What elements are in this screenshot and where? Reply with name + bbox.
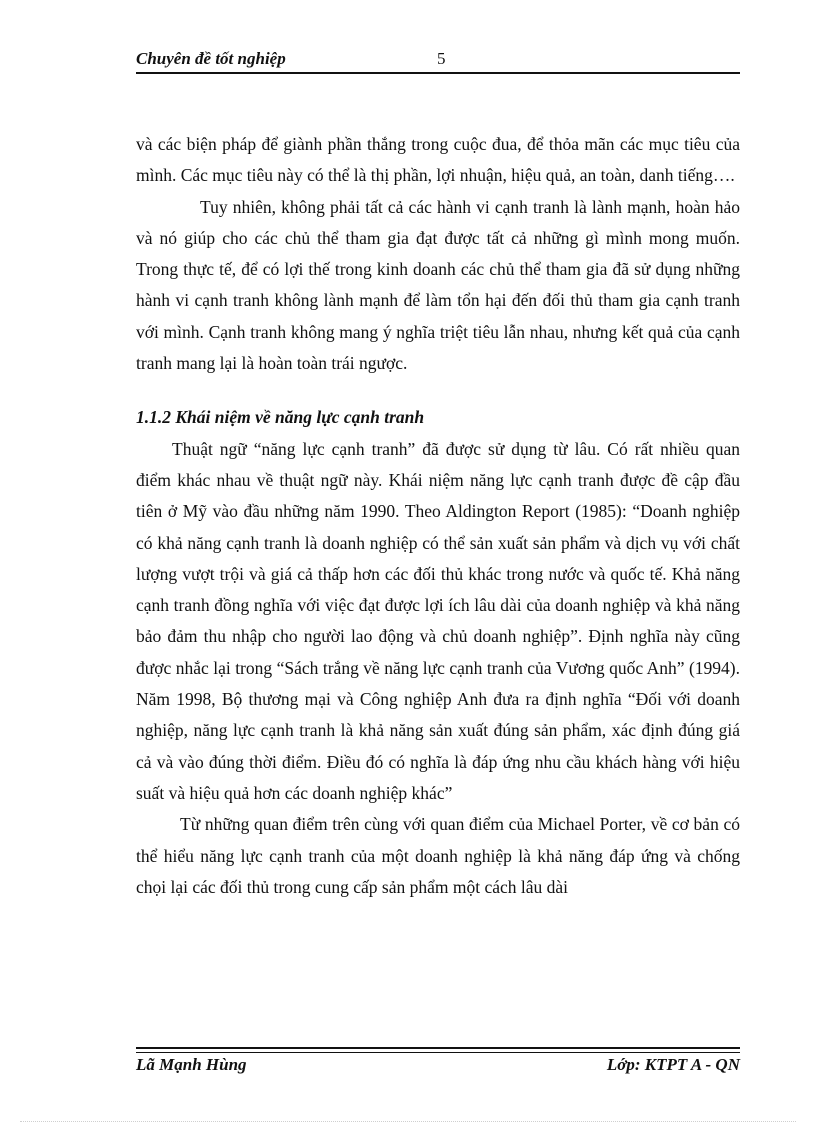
document-title: Chuyên đề tốt nghiệp	[136, 49, 286, 68]
paragraph: và các biện pháp để giành phần thắng trong cuộc đua, để thỏa mãn các mục tiêu của mình. Các mục tiêu này có thể là thị phần, lợi nhuận, hiệu quả, an toàn, danh tiếng….	[136, 134, 740, 186]
page-header	[136, 48, 740, 74]
page-footer	[136, 1055, 740, 1079]
footer-author: Lã Mạnh Hùng	[136, 1055, 247, 1074]
page-break-line	[20, 1121, 796, 1122]
section-heading: 1.1.2 Khái niệm về năng lực cạnh tranh	[136, 407, 425, 428]
footer-divider	[136, 1052, 740, 1053]
paragraph: Thuật ngữ “năng lực cạnh tranh” đã được sử dụng từ lâu. Có rất nhiều quan điểm khác nhau về thuật ngữ này. Khái niệm năng lực cạnh tranh được đề cập đầu tiên ở Mỹ vào đầu những năm 1990. Theo Aldington Report (1985): “Doanh nghiệp có khả năng cạnh tranh là doanh nghiệp có thể sản xuất sản phẩm và dịch vụ với chất lượng vượt trội và giá cả thấp hơn các đối thủ khác trong nước và quốc tế. Khả năng cạnh tranh đồng nghĩa với việc đạt được lợi ích lâu dài của doanh nghiệp và khả năng bảo đảm thu nhập cho người lao động và chủ doanh nghiệp”. Định nghĩa này cũng được nhắc lại trong “Sách trắng về năng lực cạnh tranh của Vương quốc Anh” (1994). Năm 1998, Bộ thương mại và Công nghiệp Anh đưa ra định nghĩa “Đối với doanh nghiệp, năng lực cạnh tranh là khả năng sản xuất đúng sản phẩm, xác định đúng giá cả và vào đúng thời điểm. Điều đó có nghĩa là đáp ứng nhu cầu khách hàng với hiệu suất và hiệu quả hơn các doanh nghiệp khác”	[136, 438, 740, 803]
footer-divider	[136, 1047, 740, 1049]
paragraph: Tuy nhiên, không phải tất cả các hành vi cạnh tranh là lành mạnh, hoàn hảo và nó giúp cho các chủ thể tham gia đạt được tất cả những gì mình mong muốn. Trong thực tế, để có lợi thế trong kinh doanh các chủ thể tham gia đã sử dụng những hành vi cạnh tranh không lành mạnh để làm tổn hại đến đối thủ tham gia cạnh tranh với mình. Cạnh tranh không mang ý nghĩa triệt tiêu lẫn nhau, nhưng kết quả của cạnh tranh mang lại là hoàn toàn trái ngược.	[136, 196, 740, 374]
document-body	[136, 129, 740, 903]
footer-class: Lớp: KTPT A - QN	[606, 1055, 740, 1074]
paragraph: Từ những quan điểm trên cùng với quan điểm của Michael Porter, về cơ bản có thể hiểu năng lực cạnh tranh của một doanh nghiệp là khả năng đáp ứng và chống chọi lại các đối thủ trong cung cấp sản phẩm một cách lâu dài	[136, 814, 740, 897]
page-number: 5	[437, 49, 446, 68]
